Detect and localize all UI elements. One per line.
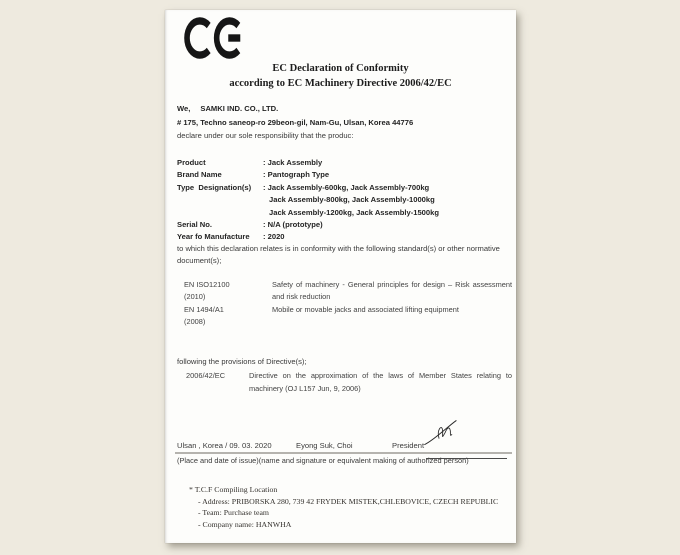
field-value: : Jack Assembly-600kg, Jack Assembly-700kg [263,182,430,192]
standard-row [184,316,512,328]
standard-code: EN 1494/A1 [184,304,224,314]
ce-mark-icon [184,17,242,64]
tcf-address: - Address: PRIBORSKA 280, 739 42 FRYDEK MISTEK,CHLEBOVICE, CZECH REPUBLIC [198,496,499,506]
directive-description-line-2: machinery (OJ L157 Jun, 9, 2006) [249,383,361,393]
field-label [177,194,263,206]
field-value: : Pantograph Type [263,170,330,180]
declarant-name-line [177,102,413,116]
standard-row [184,279,512,291]
we-prefix: We, [177,104,191,113]
directives-intro: following the provisions of Directive(s); [177,357,307,366]
field-value: Jack Assembly-800kg, Jack Assembly-1000kg [269,195,435,205]
standard-description: and risk reduction [272,292,331,302]
signer-name: Eyong Suk, Choi [296,441,353,450]
place-and-date: Ulsan , Korea / 09. 03. 2020 [177,441,272,450]
field-value: : Jack Assembly [263,158,323,167]
tcf-items [189,496,498,531]
standard-description: Safety of machinery - General principles for design – Risk assessment [272,280,512,289]
standards-intro-line-2: document(s); [177,256,222,266]
standard-row [184,291,512,303]
field-label: Year fo Manufacture [177,232,250,242]
standards-table [184,279,512,329]
certificate-page [165,10,516,543]
title-line-1: EC Declaration of Conformity [272,63,409,74]
company-name: SAMKI IND. CO., LTD. [200,104,279,113]
field-label: Product [177,158,206,167]
tcf-block [189,484,498,530]
standard-description [272,316,512,328]
declaration-statement: declare under our sole responsibility that the produc: [177,131,354,141]
company-address: # 175, Techno saneop-ro 29beon-gil, Nam-Gu, Ulsan, Korea 44776 [177,117,414,127]
field-value: Jack Assembly-1200kg, Jack Assembly-1500kg [269,207,439,217]
standard-year: (2010) [184,292,206,302]
directive-code: 2006/42/EC [186,371,226,380]
directive-row [186,370,512,395]
field-label: Type Designation(s) [177,182,252,192]
standard-description: Mobile or movable jacks and associated lifting equipment [272,304,459,314]
field-label [177,207,263,219]
field-value: : 2020 [263,232,285,242]
declarant-block [177,102,413,143]
product-row [177,157,439,169]
standards-intro [177,243,512,267]
tcf-company: - Company name: HANWHA [198,519,292,529]
tcf-team: - Team: Purchase team [198,508,269,518]
product-row [177,169,439,181]
signature-divider [175,452,512,454]
product-row-continuation [177,207,439,219]
standard-row [184,304,512,316]
product-row [177,182,439,194]
tcf-heading: * T.C.F Compiling Location [189,485,278,494]
signature-caption: (Place and date of issue)(name and signature or equivalent making of authorized person) [177,456,469,465]
standards-intro-line-1: to which this declaration relates is in conformity with the following standard(s) or other normative [177,244,500,253]
product-row [177,219,439,231]
directive-description-line-1: Directive on the approximation of the laws of Member States relating to [249,371,512,380]
standard-code: EN ISO12100 [184,280,230,289]
field-label: Serial No. [177,220,213,230]
document-title [165,61,516,91]
directive-description [249,370,512,395]
field-value: : N/A (prototype) [263,220,323,230]
signer-title: President [392,441,425,450]
product-details [177,157,439,244]
standard-year: (2008) [184,317,206,327]
product-row-continuation [177,194,439,206]
product-row [177,231,439,243]
field-label: Brand Name [177,170,222,180]
title-line-2: according to EC Machinery Directive 2006/42/EC [229,78,452,89]
